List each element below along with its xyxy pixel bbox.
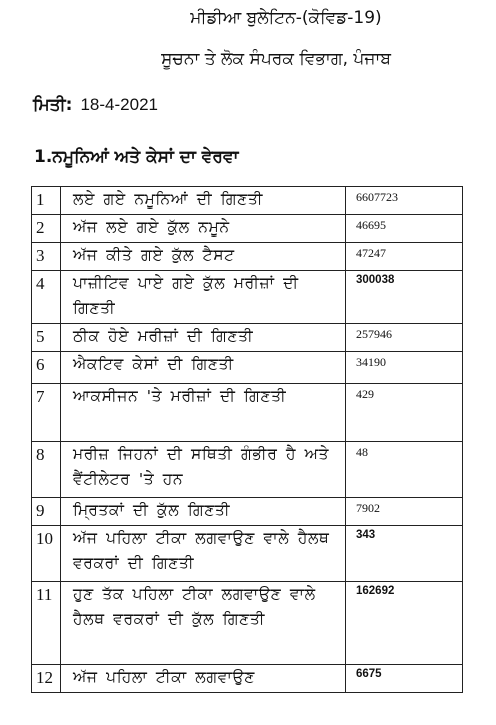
table-row [32, 271, 463, 324]
row-number: 8 [32, 442, 61, 498]
row-value: 257946 [346, 324, 463, 352]
row-value: 7902 [346, 498, 463, 526]
row-description: ਐਕਟਿਵ ਕੇਸਾਂ ਦੀ ਗਿਣਤੀ [61, 352, 346, 384]
row-number: 2 [32, 215, 61, 243]
row-number: 12 [32, 665, 61, 693]
table-row [32, 582, 463, 665]
row-value: 6675 [346, 665, 463, 693]
row-description: ਅੱਜ ਲਏ ਗਏ ਕੁੱਲ ਨਮੂਨੇ [61, 215, 346, 243]
row-value: 46695 [346, 215, 463, 243]
date-label: ਮਿਤੀ: [33, 95, 73, 115]
row-number: 6 [32, 352, 61, 384]
row-number: 3 [32, 243, 61, 271]
row-value: 34190 [346, 352, 463, 384]
row-number: 9 [32, 498, 61, 526]
row-description: ਮ੍ਰਿਤਕਾਂ ਦੀ ਕੁੱਲ ਗਿਣਤੀ [61, 498, 346, 526]
row-description: ਪਾਜ਼ੀਟਿਵ ਪਾਏ ਗਏ ਕੁੱਲ ਮਰੀਜ਼ਾਂ ਦੀ ਗਿਣਤੀ [61, 271, 346, 324]
row-number: 4 [32, 271, 61, 324]
date-value: 18-4-2021 [80, 95, 158, 114]
row-number: 10 [32, 526, 61, 582]
row-value: 162692 [346, 582, 463, 665]
row-value: 343 [346, 526, 463, 582]
row-description: ਅੱਜ ਪਹਿਲਾ ਟੀਕਾ ਲਗਵਾਉਣ ਵਾਲੇ ਹੈਲਥ ਵਰਕਰਾਂ ਦੀ ਗਿਣਤੀ [61, 526, 346, 582]
table-row [32, 498, 463, 526]
table-row [32, 665, 463, 693]
bulletin-title: ਮੀਡੀਆ ਬੁਲੇਟਿਨ-(ਕੋਵਿਡ-19) [190, 8, 382, 28]
table-row [32, 384, 463, 442]
table-row [32, 215, 463, 243]
row-number: 1 [32, 187, 61, 215]
row-description: ਆਕਸੀਜਨ 'ਤੇ ਮਰੀਜ਼ਾਂ ਦੀ ਗਿਣਤੀ [61, 384, 346, 442]
row-value: 6607723 [346, 187, 463, 215]
row-description: ਮਰੀਜ਼ ਜਿਹਨਾਂ ਦੀ ਸਥਿਤੀ ਗੰਭੀਰ ਹੈ ਅਤੇ ਵੈਂਟੀਲੇਟਰ 'ਤੇ ਹਨ [61, 442, 346, 498]
table-row [32, 442, 463, 498]
row-description: ਹੁਣ ਤੱਕ ਪਹਿਲਾ ਟੀਕਾ ਲਗਵਾਉਣ ਵਾਲੇ ਹੈਲਥ ਵਰਕਰਾਂ ਦੀ ਕੁੱਲ ਗਿਣਤੀ [61, 582, 346, 665]
date-line [33, 95, 158, 115]
row-value: 429 [346, 384, 463, 442]
row-value: 47247 [346, 243, 463, 271]
row-number: 5 [32, 324, 61, 352]
table-row [32, 324, 463, 352]
stats-table [31, 186, 463, 693]
section-heading: 1.ਨਮੂਨਿਆਂ ਅਤੇ ਕੇਸਾਂ ਦਾ ਵੇਰਵਾ [34, 147, 239, 167]
row-description: ਅੱਜ ਕੀਤੇ ਗਏ ਕੁੱਲ ਟੈਸਟ [61, 243, 346, 271]
table-row [32, 352, 463, 384]
department-name: ਸੂਚਨਾ ਤੇ ਲੋਕ ਸੰਪਰਕ ਵਿਭਾਗ, ਪੰਜਾਬ [161, 49, 391, 69]
table-row [32, 187, 463, 215]
row-value: 48 [346, 442, 463, 498]
row-number: 11 [32, 582, 61, 665]
row-description: ਅੱਜ ਪਹਿਲਾ ਟੀਕਾ ਲਗਵਾਉਣ [61, 665, 346, 693]
row-value: 300038 [346, 271, 463, 324]
row-description: ਠੀਕ ਹੋਏ ਮਰੀਜ਼ਾਂ ਦੀ ਗਿਣਤੀ [61, 324, 346, 352]
table-row [32, 243, 463, 271]
row-description: ਲਏ ਗਏ ਨਮੂਨਿਆਂ ਦੀ ਗਿਣਤੀ [61, 187, 346, 215]
row-number: 7 [32, 384, 61, 442]
table-row [32, 526, 463, 582]
